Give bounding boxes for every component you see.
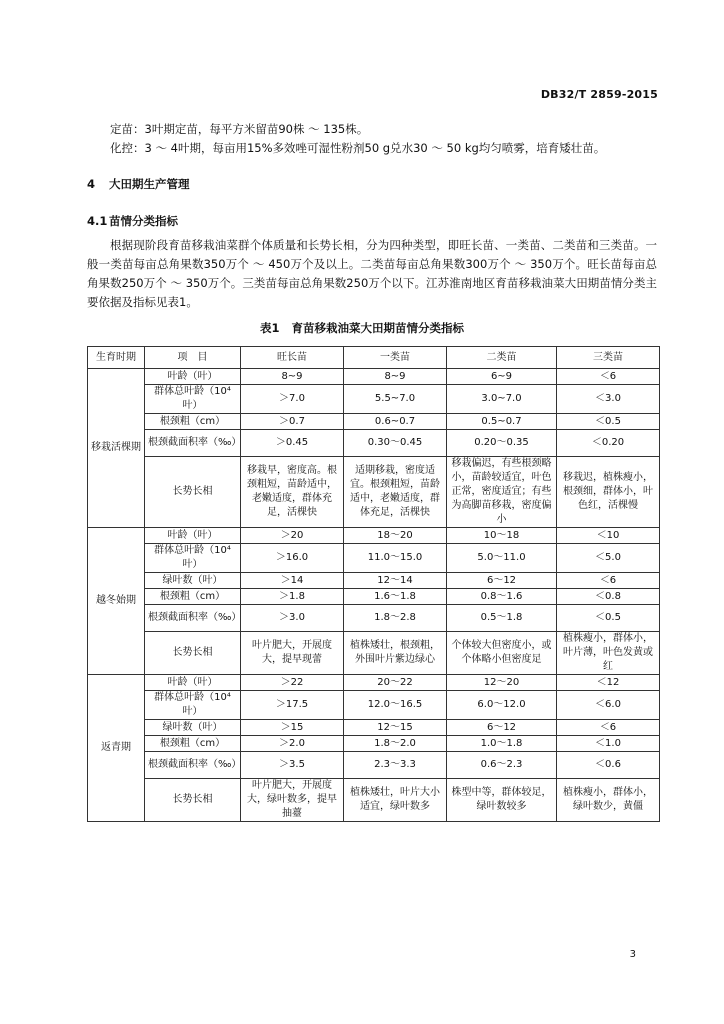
- value-cell: 0.5~0.7: [447, 414, 557, 430]
- value-cell: ＞22: [241, 675, 344, 691]
- value-cell: ＜5.0: [557, 544, 660, 573]
- seedling-classification-table: [87, 346, 660, 822]
- item-cell: 根颈截面积率（‰）: [145, 752, 241, 779]
- item-cell: 长势长相: [145, 632, 241, 675]
- value-cell: 10～18: [447, 528, 557, 544]
- table-header-row: [88, 347, 660, 369]
- value-cell: 2.3～3.3: [344, 752, 447, 779]
- intro-line-seedling: 定苗：3叶期定苗，每平方米留苗90株 ～ 135株。: [110, 122, 369, 136]
- header-item: 项 目: [145, 347, 241, 369]
- section-title: 大田期生产管理: [109, 177, 190, 191]
- table-row: [88, 414, 660, 430]
- value-cell: ＜6: [557, 573, 660, 589]
- value-cell: 18～20: [344, 528, 447, 544]
- header-class-1: 一类苗: [344, 347, 447, 369]
- stage-cell: 越冬始期: [88, 528, 145, 675]
- value-cell: 12～15: [344, 720, 447, 736]
- value-cell: ＞1.8: [241, 589, 344, 605]
- item-cell: 群体总叶龄（10⁴叶）: [145, 385, 241, 414]
- header-vigorous: 旺长苗: [241, 347, 344, 369]
- value-cell: 0.5～1.8: [447, 605, 557, 632]
- value-cell: ＜0.8: [557, 589, 660, 605]
- item-cell: 长势长相: [145, 457, 241, 528]
- table-number: 表1: [259, 321, 280, 335]
- value-cell: ＞14: [241, 573, 344, 589]
- description-cell: 植株矮壮，叶片大小适宜，绿叶数多: [344, 779, 447, 822]
- table-row: [88, 369, 660, 385]
- value-cell: ＜6: [557, 720, 660, 736]
- item-cell: 根颈粗（cm）: [145, 414, 241, 430]
- description-cell: 移栽早，密度高。根颈粗短，苗龄适中，老嫩适度，群体充足，活棵快: [241, 457, 344, 528]
- header-class-3: 三类苗: [557, 347, 660, 369]
- item-cell: 群体总叶龄（10⁴叶）: [145, 691, 241, 720]
- table-row: [88, 430, 660, 457]
- item-cell: 根颈粗（cm）: [145, 589, 241, 605]
- classification-paragraph: 根据现阶段育苗移栽油菜群个体质量和长势长相，分为四种类型，即旺长苗、一类苗、二类苗和三类苗。一般一类苗每亩总角果数350万个 ～ 450万个及以上。二类苗每亩总角果数300万个 ～ 350万个。旺长苗每亩总角果数250万个 ～ 350万个。三类苗每亩总角果数250万个以下。江苏淮南地区育苗移栽油菜大田期苗情分类主要依据及指标见表1。: [87, 238, 657, 309]
- value-cell: ＞3.5: [241, 752, 344, 779]
- item-cell: 群体总叶龄（10⁴叶）: [145, 544, 241, 573]
- table-row: [88, 573, 660, 589]
- value-cell: 5.5~7.0: [344, 385, 447, 414]
- description-cell: 植株瘦小，群体小，叶片薄，叶色发黄或红: [557, 632, 660, 675]
- value-cell: 8~9: [344, 369, 447, 385]
- value-cell: ＜0.20: [557, 430, 660, 457]
- value-cell: ＜0.6: [557, 752, 660, 779]
- value-cell: 6~9: [447, 369, 557, 385]
- stage-cell: 移栽活棵期: [88, 369, 145, 528]
- value-cell: ＜12: [557, 675, 660, 691]
- table-row: [88, 752, 660, 779]
- value-cell: 6～12: [447, 573, 557, 589]
- item-cell: 根颈截面积率（‰）: [145, 430, 241, 457]
- value-cell: ＞0.45: [241, 430, 344, 457]
- table-row: [88, 544, 660, 573]
- value-cell: 6～12: [447, 720, 557, 736]
- table-row: [88, 736, 660, 752]
- item-cell: 根颈粗（cm）: [145, 736, 241, 752]
- value-cell: 0.6～2.3: [447, 752, 557, 779]
- value-cell: 3.0~7.0: [447, 385, 557, 414]
- section-number: 4: [87, 177, 96, 191]
- table-row: [88, 720, 660, 736]
- value-cell: 0.20～0.35: [447, 430, 557, 457]
- value-cell: 8~9: [241, 369, 344, 385]
- page-number: 3: [629, 949, 636, 960]
- item-cell: 长势长相: [145, 779, 241, 822]
- description-cell: 植株瘦小，群体小，绿叶数少，黄僵: [557, 779, 660, 822]
- table-row: [88, 675, 660, 691]
- value-cell: ＜0.5: [557, 414, 660, 430]
- value-cell: ＜3.0: [557, 385, 660, 414]
- value-cell: ＜0.5: [557, 605, 660, 632]
- item-cell: 叶龄（叶）: [145, 675, 241, 691]
- subsection-title: 苗情分类指标: [109, 214, 178, 228]
- document-number: DB32/T 2859-2015: [540, 88, 658, 101]
- table-row: [88, 691, 660, 720]
- table-row: [88, 632, 660, 675]
- table-row: [88, 605, 660, 632]
- item-cell: 绿叶数（叶）: [145, 720, 241, 736]
- header-stage: 生育时期: [88, 347, 145, 369]
- value-cell: 1.0～1.8: [447, 736, 557, 752]
- description-cell: 株型中等，群体较足，绿叶数较多: [447, 779, 557, 822]
- section-paragraph: [87, 236, 657, 312]
- table-row: [88, 457, 660, 528]
- value-cell: 0.6~0.7: [344, 414, 447, 430]
- value-cell: 20～22: [344, 675, 447, 691]
- value-cell: ＜10: [557, 528, 660, 544]
- description-cell: 移栽迟，植株瘦小，根颈细，群体小，叶色红，活棵慢: [557, 457, 660, 528]
- section-heading-4: [87, 176, 190, 192]
- value-cell: 1.6～1.8: [344, 589, 447, 605]
- description-cell: 个体较大但密度小，或个体略小但密度足: [447, 632, 557, 675]
- item-cell: 叶龄（叶）: [145, 528, 241, 544]
- value-cell: ＞20: [241, 528, 344, 544]
- intro-paragraphs: [87, 120, 657, 158]
- value-cell: 1.8～2.0: [344, 736, 447, 752]
- value-cell: ＜6.0: [557, 691, 660, 720]
- subsection-number: 4.1: [87, 214, 108, 228]
- value-cell: 12～14: [344, 573, 447, 589]
- value-cell: 5.0～11.0: [447, 544, 557, 573]
- description-cell: 适期移栽，密度适宜。根颈粗短，苗龄适中，老嫩适度，群体充足，活棵快: [344, 457, 447, 528]
- value-cell: ＞0.7: [241, 414, 344, 430]
- value-cell: ＞2.0: [241, 736, 344, 752]
- stage-cell: 返青期: [88, 675, 145, 822]
- value-cell: 11.0～15.0: [344, 544, 447, 573]
- value-cell: ＜6: [557, 369, 660, 385]
- value-cell: ＜1.0: [557, 736, 660, 752]
- description-cell: 叶片肥大，开展度大，提早现蕾: [241, 632, 344, 675]
- value-cell: ＞7.0: [241, 385, 344, 414]
- value-cell: 12.0～16.5: [344, 691, 447, 720]
- item-cell: 绿叶数（叶）: [145, 573, 241, 589]
- value-cell: 12～20: [447, 675, 557, 691]
- value-cell: 0.30～0.45: [344, 430, 447, 457]
- table-row: [88, 528, 660, 544]
- value-cell: 0.8～1.6: [447, 589, 557, 605]
- value-cell: ＞15: [241, 720, 344, 736]
- item-cell: 叶龄（叶）: [145, 369, 241, 385]
- item-cell: 根颈截面积率（‰）: [145, 605, 241, 632]
- table-caption: [0, 320, 724, 336]
- table-row: [88, 779, 660, 822]
- description-cell: 叶片肥大，开展度大，绿叶数多，提早抽薹: [241, 779, 344, 822]
- header-class-2: 二类苗: [447, 347, 557, 369]
- value-cell: ＞3.0: [241, 605, 344, 632]
- section-heading-4-1: [87, 213, 178, 229]
- description-cell: 移栽偏迟，有些根颈略小，苗龄较适宜，叶色正常，密度适宜；有些为高脚苗移栽，密度偏小: [447, 457, 557, 528]
- table-row: [88, 589, 660, 605]
- value-cell: ＞17.5: [241, 691, 344, 720]
- value-cell: ＞16.0: [241, 544, 344, 573]
- table-title: 育苗移栽油菜大田期苗情分类指标: [291, 321, 464, 335]
- intro-line-chemical-control: 化控：3 ～ 4叶期，每亩用15%多效唑可湿性粉剂50 g兑水30 ～ 50 kg均匀喷雾，培育矮壮苗。: [110, 141, 606, 155]
- table-row: [88, 385, 660, 414]
- description-cell: 植株矮壮，根颈粗，外围叶片紫边绿心: [344, 632, 447, 675]
- value-cell: 6.0～12.0: [447, 691, 557, 720]
- value-cell: 1.8～2.8: [344, 605, 447, 632]
